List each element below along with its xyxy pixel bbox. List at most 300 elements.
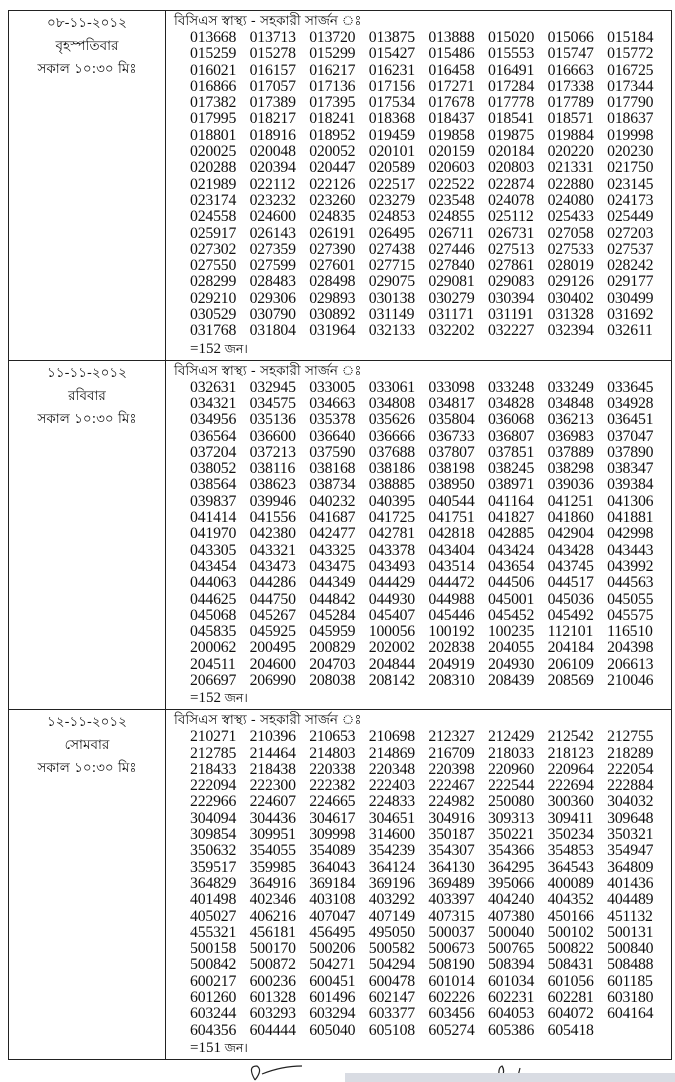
roll-number: 222094 bbox=[190, 777, 237, 795]
roll-number: 605418 bbox=[547, 1021, 594, 1039]
roll-number: 218289 bbox=[607, 744, 654, 762]
roll-number: 304032 bbox=[607, 793, 654, 811]
roll-number: 037213 bbox=[249, 443, 296, 461]
roll-number: 034663 bbox=[309, 394, 356, 412]
roll-number: 044063 bbox=[190, 574, 237, 592]
roll-number: 112101 bbox=[547, 623, 594, 641]
roll-number: 604053 bbox=[487, 1005, 535, 1023]
roll-number: 220338 bbox=[309, 760, 356, 778]
roll-number: 015278 bbox=[249, 45, 296, 63]
roll-number: 604072 bbox=[547, 1005, 594, 1023]
roll-number: 028299 bbox=[190, 273, 237, 291]
exam-time: সকাল ১০:৩০ মিঃ bbox=[37, 61, 137, 77]
roll-number: 359517 bbox=[190, 858, 237, 876]
roll-number: 044472 bbox=[428, 574, 475, 592]
roll-number: 044517 bbox=[547, 574, 594, 592]
roll-number: 204930 bbox=[487, 655, 535, 673]
roll-number: 015066 bbox=[547, 29, 594, 46]
roll-number: 100192 bbox=[428, 623, 475, 641]
roll-number: 395066 bbox=[487, 874, 535, 892]
exam-date: ০৮-১১-২০১২ bbox=[47, 15, 127, 31]
roll-number: 500170 bbox=[249, 940, 296, 958]
roll-number: 017995 bbox=[190, 110, 237, 128]
date-cell bbox=[9, 361, 166, 710]
roll-number: 504294 bbox=[368, 956, 415, 974]
roll-number: 031964 bbox=[309, 322, 356, 340]
roll-number: 017271 bbox=[428, 77, 475, 95]
roll-number: 404240 bbox=[487, 891, 535, 909]
roll-number: 023548 bbox=[428, 191, 475, 209]
roll-number: 210396 bbox=[249, 728, 296, 746]
roll-number: 021750 bbox=[607, 159, 654, 177]
roll-number: 027601 bbox=[309, 257, 356, 275]
exam-time: সকাল ১০:৩০ মিঃ bbox=[37, 410, 137, 427]
total-value: =151 bbox=[190, 1039, 221, 1056]
roll-number: 015299 bbox=[309, 45, 356, 63]
roll-number: 350234 bbox=[547, 826, 594, 844]
section-heading: বিসিএস স্বাস্থ্য - সহকারী সার্জন ঃ bbox=[174, 712, 362, 729]
roll-number: 015486 bbox=[428, 45, 475, 63]
roll-number: 500673 bbox=[428, 940, 475, 958]
roll-number: 500206 bbox=[309, 940, 356, 958]
roll-number: 214869 bbox=[368, 744, 415, 762]
roll-number: 037807 bbox=[428, 443, 475, 461]
roll-number: 023260 bbox=[309, 191, 356, 209]
roll-number: 206109 bbox=[547, 655, 594, 673]
roll-number: 350187 bbox=[428, 826, 475, 844]
roll-number: 218438 bbox=[249, 760, 296, 778]
roll-number: 045492 bbox=[547, 606, 594, 624]
roll-number: 024600 bbox=[249, 208, 296, 226]
roll-number: 035626 bbox=[368, 411, 415, 429]
roll-number: 601034 bbox=[487, 972, 535, 990]
roll-number: 034817 bbox=[428, 394, 475, 412]
roll-number: 218123 bbox=[547, 744, 594, 762]
roll-number: 354947 bbox=[607, 842, 654, 860]
roll-number: 020230 bbox=[607, 143, 654, 161]
roll-number: 034808 bbox=[368, 394, 415, 412]
roll-number: 033061 bbox=[368, 378, 415, 396]
roll-number: 354239 bbox=[368, 842, 415, 860]
roll-number: 212542 bbox=[547, 728, 594, 746]
roll-number: 224982 bbox=[428, 793, 475, 811]
roll-number: 041860 bbox=[547, 509, 594, 527]
roll-number: 222694 bbox=[547, 777, 594, 795]
roll-number: 038116 bbox=[249, 460, 296, 478]
roll-number: 033249 bbox=[547, 378, 594, 396]
roll-number: 204184 bbox=[547, 639, 594, 657]
roll-number: 030892 bbox=[309, 306, 356, 324]
roll-number: 034575 bbox=[249, 394, 296, 412]
roll-number: 314600 bbox=[368, 826, 415, 844]
roll-number: 026191 bbox=[309, 224, 356, 242]
roll-number: 018916 bbox=[249, 126, 296, 144]
roll-number: 017389 bbox=[249, 94, 296, 112]
roll-number: 020048 bbox=[249, 143, 296, 161]
roll-number: 407149 bbox=[368, 907, 415, 925]
roll-number: 036600 bbox=[249, 427, 296, 445]
roll-number: 020803 bbox=[487, 159, 535, 177]
roll-number: 204919 bbox=[428, 655, 475, 673]
roll-number: 364829 bbox=[190, 874, 237, 892]
roll-number: 045267 bbox=[249, 606, 296, 624]
roll-number: 032394 bbox=[547, 322, 594, 340]
roll-number: 043443 bbox=[607, 541, 654, 559]
roll-number: 036564 bbox=[190, 427, 237, 445]
roll-number: 043404 bbox=[428, 541, 475, 559]
roll-number: 028483 bbox=[249, 273, 296, 291]
roll-number: 309854 bbox=[190, 826, 237, 844]
roll-number: 020052 bbox=[309, 143, 356, 161]
roll-number: 309951 bbox=[249, 826, 296, 844]
roll-number: 038347 bbox=[607, 460, 654, 478]
roll-number: 037047 bbox=[607, 427, 654, 445]
roll-number: 027446 bbox=[428, 240, 475, 258]
roll-number: 043745 bbox=[547, 557, 594, 575]
total-unit: জন। bbox=[224, 690, 248, 706]
roll-number: 222403 bbox=[368, 777, 415, 795]
roll-number: 027840 bbox=[428, 257, 475, 275]
roll-number: 020184 bbox=[487, 143, 535, 161]
roll-number: 027533 bbox=[547, 240, 594, 258]
roll-number: 364809 bbox=[607, 858, 654, 876]
roll-number: 029081 bbox=[428, 273, 475, 291]
roll-number: 508488 bbox=[607, 956, 654, 974]
roll-number: 037590 bbox=[309, 443, 356, 461]
roll-number: 603294 bbox=[309, 1005, 356, 1023]
total-value: =152 bbox=[190, 690, 221, 707]
roll-number: 020101 bbox=[368, 143, 415, 161]
roll-number: 030529 bbox=[190, 306, 237, 324]
roll-number: 020603 bbox=[428, 159, 475, 177]
roll-number: 039837 bbox=[190, 492, 237, 510]
roll-number: 033645 bbox=[607, 378, 654, 396]
roll-number: 019858 bbox=[428, 126, 475, 144]
roll-number: 018217 bbox=[249, 110, 296, 128]
roll-number: 020025 bbox=[190, 143, 237, 161]
roll-number: 017156 bbox=[368, 77, 415, 95]
roll-number: 500582 bbox=[368, 940, 415, 958]
roll-number: 402346 bbox=[249, 891, 296, 909]
roll-number: 026711 bbox=[428, 224, 474, 242]
section-heading: বিসিএস স্বাস্থ্য - সহকারী সার্জন ঃ bbox=[174, 13, 362, 29]
roll-number: 500765 bbox=[487, 940, 535, 958]
roll-number: 224833 bbox=[368, 793, 415, 811]
roll-number: 017057 bbox=[249, 77, 296, 95]
roll-number: 017534 bbox=[368, 94, 415, 112]
roll-number: 364543 bbox=[547, 858, 594, 876]
roll-number: 043473 bbox=[249, 557, 296, 575]
roll-number: 208439 bbox=[487, 671, 535, 689]
roll-number: 605108 bbox=[368, 1021, 415, 1039]
roll-number: 304436 bbox=[249, 809, 296, 827]
roll-number: 220964 bbox=[547, 760, 594, 778]
roll-number: 220398 bbox=[428, 760, 475, 778]
roll-number: 604164 bbox=[607, 1005, 654, 1023]
roll-number: 603244 bbox=[190, 1005, 237, 1023]
roll-number: 222544 bbox=[487, 777, 535, 795]
roll-number: 600478 bbox=[368, 972, 415, 990]
total-count bbox=[190, 1039, 671, 1057]
roll-number: 016021 bbox=[190, 61, 237, 79]
roll-number: 015772 bbox=[607, 45, 654, 63]
roll-number: 034928 bbox=[607, 394, 654, 412]
roll-number: 222300 bbox=[249, 777, 296, 795]
roll-number: 016725 bbox=[607, 61, 654, 79]
roll-number: 350321 bbox=[607, 826, 654, 844]
roll-number: 040232 bbox=[309, 492, 356, 510]
roll-number: 508190 bbox=[428, 956, 475, 974]
roll-number: 038950 bbox=[428, 476, 475, 494]
roll-number: 364916 bbox=[249, 874, 296, 892]
roll-number: 042904 bbox=[547, 525, 594, 543]
roll-number: 035136 bbox=[249, 411, 296, 429]
roll-number: 015747 bbox=[547, 45, 594, 63]
roll-number: 045959 bbox=[309, 623, 356, 641]
roll-number: 045925 bbox=[249, 623, 296, 641]
roll-number: 037889 bbox=[547, 443, 594, 461]
roll-number: 045068 bbox=[190, 606, 237, 624]
roll-number-list bbox=[190, 30, 671, 340]
roll-number: 220348 bbox=[368, 760, 415, 778]
exam-day: সোমবার bbox=[64, 737, 110, 754]
roll-number: 042477 bbox=[309, 525, 356, 543]
roll-number: 222884 bbox=[607, 777, 654, 795]
roll-number: 022874 bbox=[487, 175, 535, 193]
roll-number: 354853 bbox=[547, 842, 594, 860]
roll-number: 309998 bbox=[309, 826, 356, 844]
roll-number: 030402 bbox=[547, 289, 594, 307]
roll-number: 036213 bbox=[547, 411, 594, 429]
roll-number: 032631 bbox=[190, 378, 237, 396]
roll-number: 602281 bbox=[547, 989, 594, 1007]
roll-number: 214464 bbox=[249, 744, 296, 762]
roll-number: 364124 bbox=[368, 858, 415, 876]
roll-number: 041751 bbox=[428, 509, 475, 527]
roll-number: 020447 bbox=[309, 159, 356, 177]
roll-number: 015020 bbox=[487, 29, 535, 46]
roll-number: 456495 bbox=[309, 923, 356, 941]
roll-number: 038734 bbox=[309, 476, 356, 494]
roll-number: 500040 bbox=[487, 923, 535, 941]
exam-day: বৃহস্পতিবার bbox=[55, 38, 119, 54]
roll-number: 043992 bbox=[607, 557, 654, 575]
roll-number: 027438 bbox=[368, 240, 415, 258]
roll-number: 041306 bbox=[607, 492, 654, 510]
roll-number: 029177 bbox=[607, 273, 654, 291]
roll-number: 044286 bbox=[249, 574, 296, 592]
roll-number: 015259 bbox=[190, 45, 237, 63]
roll-number: 603456 bbox=[428, 1005, 475, 1023]
roll-number: 027537 bbox=[607, 240, 654, 258]
roll-number: 603377 bbox=[368, 1005, 415, 1023]
roll-number: 044930 bbox=[368, 590, 415, 608]
roll-number: 450166 bbox=[547, 907, 594, 925]
roll-number: 019884 bbox=[547, 126, 594, 144]
roll-number: 202002 bbox=[368, 639, 415, 657]
roll-number: 032202 bbox=[428, 322, 475, 340]
roll-number: 016663 bbox=[547, 61, 594, 79]
roll-number: 041725 bbox=[368, 509, 415, 527]
roll-number: 036983 bbox=[547, 427, 594, 445]
roll-number: 022517 bbox=[368, 175, 415, 193]
roll-number: 204703 bbox=[309, 655, 356, 673]
total-count bbox=[190, 340, 671, 358]
roll-number: 036068 bbox=[487, 411, 535, 429]
roll-number: 017678 bbox=[428, 94, 475, 112]
roll-number: 023279 bbox=[368, 191, 415, 209]
roll-number: 042885 bbox=[487, 525, 535, 543]
roll-number: 036807 bbox=[487, 427, 535, 445]
roll-number: 116510 bbox=[607, 623, 653, 641]
roll-number: 364295 bbox=[487, 858, 535, 876]
roll-number: 044750 bbox=[249, 590, 296, 608]
roll-number: 224665 bbox=[309, 793, 356, 811]
roll-number: 300360 bbox=[547, 793, 594, 811]
roll-number: 026731 bbox=[487, 224, 535, 242]
roll-number: 044506 bbox=[487, 574, 535, 592]
roll-number: 405027 bbox=[190, 907, 237, 925]
roll-number: 500822 bbox=[547, 940, 594, 958]
roll-number: 044988 bbox=[428, 590, 475, 608]
roll-number: 031692 bbox=[607, 306, 654, 324]
roll-number: 029126 bbox=[547, 273, 594, 291]
roll-number: 044625 bbox=[190, 590, 237, 608]
roll-number: 038623 bbox=[249, 476, 296, 494]
roll-number: 037890 bbox=[607, 443, 654, 461]
roll-number: 100056 bbox=[368, 623, 415, 641]
roll-number: 034956 bbox=[190, 411, 237, 429]
roll-number: 309648 bbox=[607, 809, 654, 827]
roll-number: 034321 bbox=[190, 394, 237, 412]
roll-number: 024835 bbox=[309, 208, 356, 226]
roll-number: 304651 bbox=[368, 809, 415, 827]
roll-number: 039384 bbox=[607, 476, 654, 494]
roll-number: 508431 bbox=[547, 956, 594, 974]
roll-number: 024080 bbox=[547, 191, 594, 209]
roll-number: 023145 bbox=[607, 175, 654, 193]
roll-number: 018241 bbox=[309, 110, 356, 128]
roll-number: 038245 bbox=[487, 460, 535, 478]
roll-number: 600236 bbox=[249, 972, 296, 990]
roll-number: 204511 bbox=[190, 655, 236, 673]
roll-number: 027302 bbox=[190, 240, 237, 258]
roll-number: 222382 bbox=[309, 777, 356, 795]
roll-number: 601496 bbox=[309, 989, 356, 1007]
roll-number: 031328 bbox=[547, 306, 594, 324]
roll-number: 218033 bbox=[487, 744, 535, 762]
roll-number: 045575 bbox=[607, 606, 654, 624]
roll-number: 043493 bbox=[368, 557, 415, 575]
roll-number: 034828 bbox=[487, 394, 535, 412]
roll-number: 033005 bbox=[309, 378, 356, 396]
roll-number: 031804 bbox=[249, 322, 296, 340]
roll-number: 043325 bbox=[309, 541, 356, 559]
roll-number: 304094 bbox=[190, 809, 237, 827]
roll-number: 037851 bbox=[487, 443, 535, 461]
roll-number: 500842 bbox=[190, 956, 237, 974]
total-value: =152 bbox=[190, 340, 221, 357]
roll-number: 500102 bbox=[547, 923, 594, 941]
roll-number: 013720 bbox=[309, 29, 356, 46]
roll-number: 364043 bbox=[309, 858, 356, 876]
roll-number: 601260 bbox=[190, 989, 237, 1007]
roll-number: 369184 bbox=[309, 874, 356, 892]
roll-number: 604356 bbox=[190, 1021, 237, 1039]
roll-number: 027715 bbox=[368, 257, 415, 275]
roll-number: 455321 bbox=[190, 923, 237, 941]
roll-number: 401436 bbox=[607, 874, 654, 892]
roll-number: 029083 bbox=[487, 273, 535, 291]
roll-number: 216709 bbox=[428, 744, 475, 762]
roll-number: 200495 bbox=[249, 639, 296, 657]
roll-number: 304617 bbox=[309, 809, 356, 827]
roll-number: 030499 bbox=[607, 289, 654, 307]
roll-number: 038168 bbox=[309, 460, 356, 478]
schedule-section bbox=[9, 11, 671, 361]
roll-number: 036733 bbox=[428, 427, 475, 445]
roll-number: 495050 bbox=[368, 923, 415, 941]
roll-number: 025433 bbox=[547, 208, 594, 226]
roll-number: 354089 bbox=[309, 842, 356, 860]
roll-number: 038971 bbox=[487, 476, 535, 494]
roll-number: 044349 bbox=[309, 574, 356, 592]
roll-number: 040544 bbox=[428, 492, 475, 510]
roll-number: 024853 bbox=[368, 208, 415, 226]
roll-number: 023174 bbox=[190, 191, 237, 209]
roll-number: 212429 bbox=[487, 728, 535, 746]
roll-number: 020589 bbox=[368, 159, 415, 177]
roll-number: 017338 bbox=[547, 77, 594, 95]
roll-number: 406216 bbox=[249, 907, 296, 925]
roll-number: 023232 bbox=[249, 191, 296, 209]
roll-number: 354366 bbox=[487, 842, 535, 860]
roll-number: 027058 bbox=[547, 224, 594, 242]
roll-number: 036640 bbox=[309, 427, 356, 445]
roll-number: 364130 bbox=[428, 858, 475, 876]
roll-number: 031149 bbox=[368, 306, 415, 324]
roll-number: 508394 bbox=[487, 956, 535, 974]
roll-number: 026495 bbox=[368, 224, 415, 242]
roll-number: 603180 bbox=[607, 989, 654, 1007]
roll-number: 041414 bbox=[190, 509, 237, 527]
roll-number: 027861 bbox=[487, 257, 535, 275]
roll-number: 020159 bbox=[428, 143, 475, 161]
roll-number: 605386 bbox=[487, 1021, 535, 1039]
roll-number: 600451 bbox=[309, 972, 356, 990]
roll-number: 036666 bbox=[368, 427, 415, 445]
roll-number: 022522 bbox=[428, 175, 475, 193]
roll-number: 013713 bbox=[249, 29, 296, 46]
roll-number: 309411 bbox=[547, 809, 594, 827]
roll-number: 042380 bbox=[249, 525, 296, 543]
total-unit: জন। bbox=[224, 340, 248, 356]
roll-number: 601328 bbox=[249, 989, 296, 1007]
roll-number: 025917 bbox=[190, 224, 237, 242]
roll-number: 018368 bbox=[368, 110, 415, 128]
roll-number: 208310 bbox=[428, 671, 475, 689]
roll-number: 024173 bbox=[607, 191, 654, 209]
roll-number: 041251 bbox=[547, 492, 594, 510]
roll-number: 037688 bbox=[368, 443, 415, 461]
roll-number: 220960 bbox=[487, 760, 535, 778]
roll-number: 033248 bbox=[487, 378, 535, 396]
roll-number: 045452 bbox=[487, 606, 535, 624]
roll-number: 022126 bbox=[309, 175, 356, 193]
roll-number: 601185 bbox=[607, 972, 653, 990]
roll-number: 043321 bbox=[249, 541, 296, 559]
roll-number: 027359 bbox=[249, 240, 296, 258]
